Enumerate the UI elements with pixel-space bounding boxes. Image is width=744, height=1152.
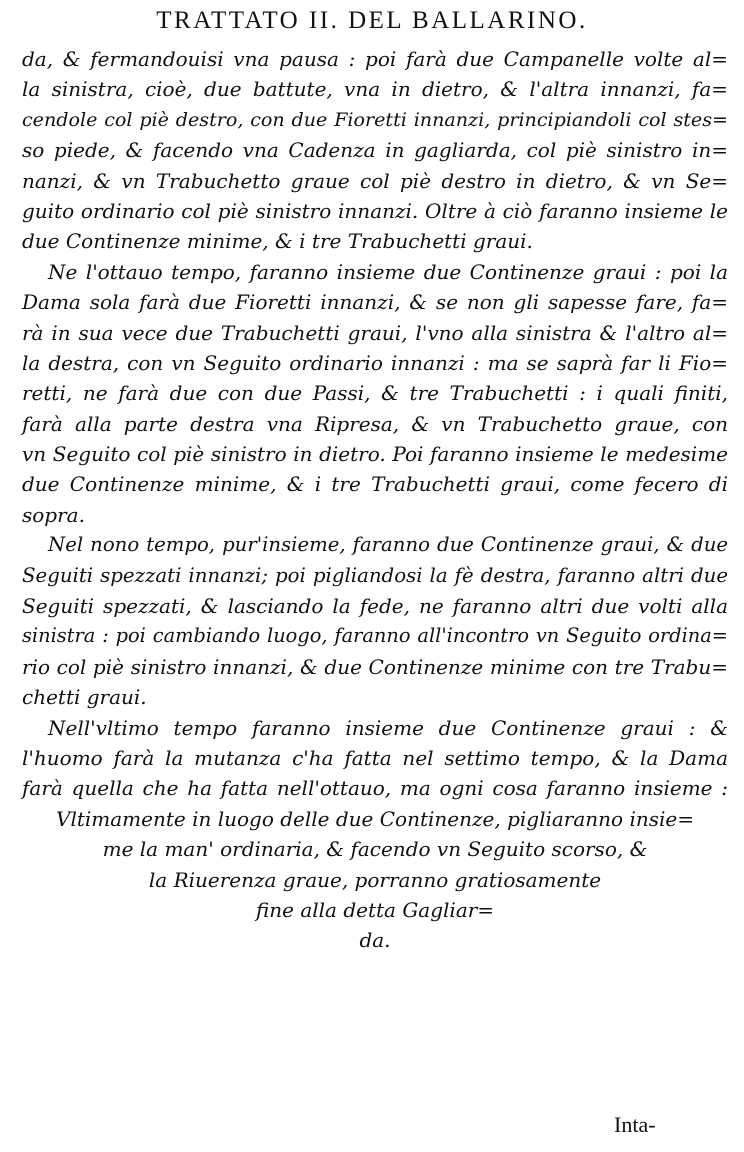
text-line: guito ordinario col piè sinistro innanzi. Oltre à ciò faranno insieme le xyxy=(22,198,728,223)
text-line: retti, ne farà due con due Passi, & tre Trabuchetti : i quali finiti, xyxy=(22,381,728,406)
text-line: farà alla parte destra vna Ripresa, & vn Trabuchetto graue, con xyxy=(22,411,728,436)
text-line: da, & fermandouisi vna pausa : poi farà due Campanelle volte al= xyxy=(22,47,728,71)
text-line: so piede, & facendo vna Cadenza in gagliarda, col piè sinistro in= xyxy=(22,138,728,163)
catchword: Inta- xyxy=(614,1112,656,1137)
text-line: la Riuerenza graue, porranno gratiosamente xyxy=(148,867,602,892)
text-line: sinistra : poi cambiando luogo, faranno all'incontro vn Seguito ordina= xyxy=(22,624,728,648)
text-line: fine alla detta Gagliar= xyxy=(255,897,495,922)
text-line: Seguiti spezzati innanzi; poi pigliandosi la fè destra, faranno altri due xyxy=(22,563,728,587)
text-line: da. xyxy=(359,928,391,953)
text-line: Ne l'ottauo tempo, faranno insieme due Continenze graui : poi la xyxy=(48,259,728,284)
text-line: due Continenze minime, & i tre Trabuchetti graui. xyxy=(22,229,533,254)
running-head: TRATTATO II. DEL BALLARINO. xyxy=(156,7,588,34)
text-line: chetti graui. xyxy=(22,685,147,710)
text-line: Nel nono tempo, pur'insieme, faranno due Continenze graui, & due xyxy=(48,533,728,557)
text-line: la sinistra, cioè, due battute, vna in dietro, & l'altra innanzi, fa= xyxy=(22,77,728,102)
text-line: sopra. xyxy=(22,502,85,527)
text-line: Seguiti spezzati, & lasciando la fede, ne faranno altri due volti alla xyxy=(22,594,728,619)
text-line: Nell'vltimo tempo faranno insieme due Continenze graui : & xyxy=(48,715,728,740)
text-line: rio col piè sinistro innanzi, & due Continenze minime con tre Trabu= xyxy=(22,654,728,679)
body-text xyxy=(22,44,728,956)
text-line: la destra, con vn Seguito ordinario innanzi : ma se saprà far li Fio= xyxy=(22,350,728,375)
text-line: due Continenze minime, & i tre Trabuchetti graui, come fecero di xyxy=(22,472,728,497)
text-line: vn Seguito col piè sinistro in dietro. Poi faranno insieme le medesime xyxy=(22,442,728,467)
text-line: rà in sua vece due Trabuchetti graui, l'vno alla sinistra & l'altro al= xyxy=(22,320,728,345)
text-line: Vltimamente in luogo delle due Continenze, pigliaranno insie= xyxy=(56,806,694,831)
text-line: nanzi, & vn Trabuchetto graue col piè destro in dietro, & vn Se= xyxy=(22,168,728,193)
text-line: farà quella che ha fatta nell'ottauo, ma ogni cosa faranno insieme : xyxy=(22,776,728,801)
text-line: me la man' ordinaria, & facendo vn Seguito scorso, & xyxy=(102,837,648,862)
text-line: l'huomo farà la mutanza c'ha fatta nel settimo tempo, & la Dama xyxy=(22,745,728,770)
text-line: Dama sola farà due Fioretti innanzi, & se non gli sapesse fare, fa= xyxy=(22,290,728,315)
text-line: cendole col piè destro, con due Fioretti innanzi, principiandoli col stes= xyxy=(22,107,728,131)
